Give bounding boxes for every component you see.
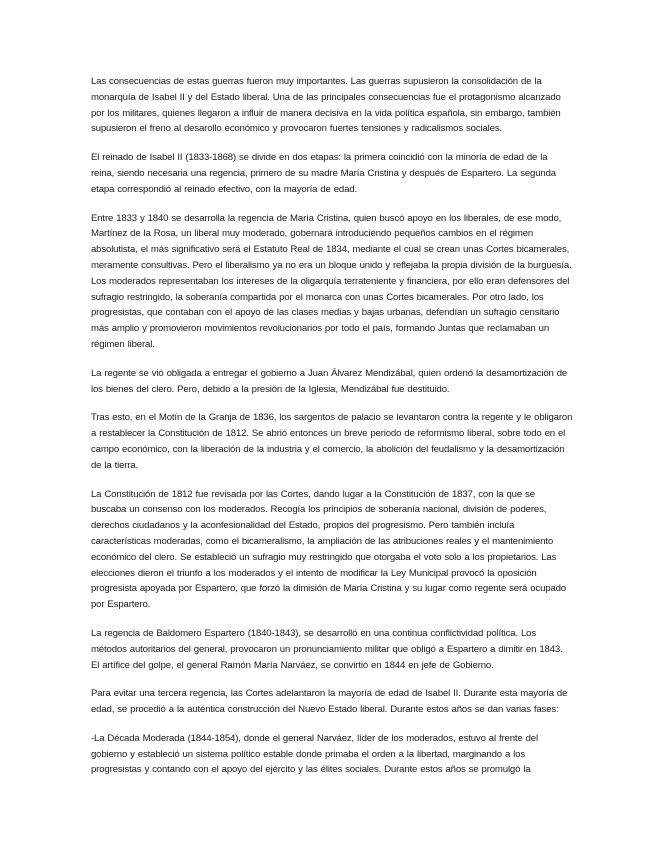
paragraph-motin-granja: Tras esto, en el Motín de la Granja de 1836, los sargentos de palacio se levantaron contra la regente y le obligaron a restablecer la Constitución de 1812. Se abrió entonces un breve periodo de reformismo liberal, sobre todo en el campo económico, con la liberación de la industria y el comercio, la abolición del feudalismo y la desamortización de la tierra.	[91, 412, 573, 471]
paragraph-decada-moderada: -La Década Moderada (1844-1854), donde el general Narváez, líder de los moderados, estuvo al frente del gobierno y estableció un sistema político estable donde primaba el orden a la libertad, marginando a los progresistas y contando con el apoyo del ejército y las élites sociales. Durante estos años se promulgó la	[91, 732, 538, 776]
paragraph-regency-espartero: La regencia de Baldomero Espartero (1840-1843), se desarrolló en una continua conflictividad política. Los métodos autoritarios del general, provocaron un pronunciamiento militar que obligó a Espartero a dimitir en 1843. El artífice del golpe, el general Ramón María Narváez, se convirtió en 1844 en jefe de Gobierno.	[91, 627, 563, 671]
paragraph-majority-age: Para evitar una tercera regencia, las Cortes adelantaron la mayoría de edad de Isabel II. Durante esta mayoría de edad, se procedió a la auténtica construcción del Nuevo Estado liberal. Durante estos años se dan varias fases:	[91, 688, 568, 716]
paragraph-regency-maria-cristina: Entre 1833 y 1840 se desarrolla la regencia de María Cristina, quien buscó apoyo en los liberales, de ese modo, Martínez de la Rosa, un liberal muy moderado, gobernará introduciendo pequeños cambios en el régimen absolutista, el más significativo será el Estatuto Real de 1834, mediante el cual se crean unas Cortes bicamerales, meramente consultivas. Pero el liberalismo ya no era un bloque unido y reflejaba la propia división de la burguesía. Los moderados representaban los intereses de la oligarquía terrateniente y financiera, por ello eran defensores del sufragio restringido, la soberanía compartida por el monarca con unas Cortes bicamerales. Por otro lado, los progresistas, que contaban con el apoyo de las clases medias y bajas urbanas, defendían un sufragio censitario más amplio y promovieron movimientos revolucionarios por todo el país, formando Juntas que reclamaban un régimen liberal.	[91, 212, 572, 350]
paragraph-reign-stages: El reinado de Isabel II (1833-1868) se divide en dos etapas: la primera coincidió con la minoría de edad de la reina, siendo necesaria una regencia, primero de su madre María Cristina y después de Espartero. La segunda etapa correspondió al reinado efectivo, con la mayoría de edad.	[91, 152, 556, 195]
paragraph-mendizabal: La regente se vió obligada a entregar el gobierno a Juan Álvarez Mendizábal, quien ordenó la desamortización de los bienes del clero. Pero, debido a la presión de la Iglesia, Mendizábal fue destituido.	[91, 367, 568, 395]
paragraph-consequences: Las consecuencias de estas guerras fueron muy importantes. Las guerras supusieron la consolidación de la monarquía de Isabel II y del Estado liberal. Una de las principales consecuencias fue el protagonismo alcanzado por los militares, quienes llegaron a influir de manera decisiva en la vida política española, sin embargo, también supusieron el freno al desarollo económico y provocaron fuertes tensiones y radicalismos sociales.	[91, 76, 561, 135]
paragraph-constitution-1837: La Constitución de 1812 fue revisada por las Cortes, dando lugar a la Constitución de 1837, con la que se buscaba un consenso con los moderados. Recogía los principios de soberanía nacional, división de poderes, derechos ciudadanos y la aconfesionalidad del Estado, propios del progresismo. Pero también incluía características moderadas, como el bicameralismo, la ampliación de las atribuciones reales y el mantenimiento económico del clero. Se estableció un sufragio muy restringido que otorgaba el voto solo a los propietarios. Las elecciones dieron el triunfo a los moderados y el intento de modificar la Ley Municipal provocó la oposición progresista apoyada por Espartero, que forzó la dimisión de María Cristina y su lugar como regente será ocupado por Espartero.	[91, 488, 566, 611]
